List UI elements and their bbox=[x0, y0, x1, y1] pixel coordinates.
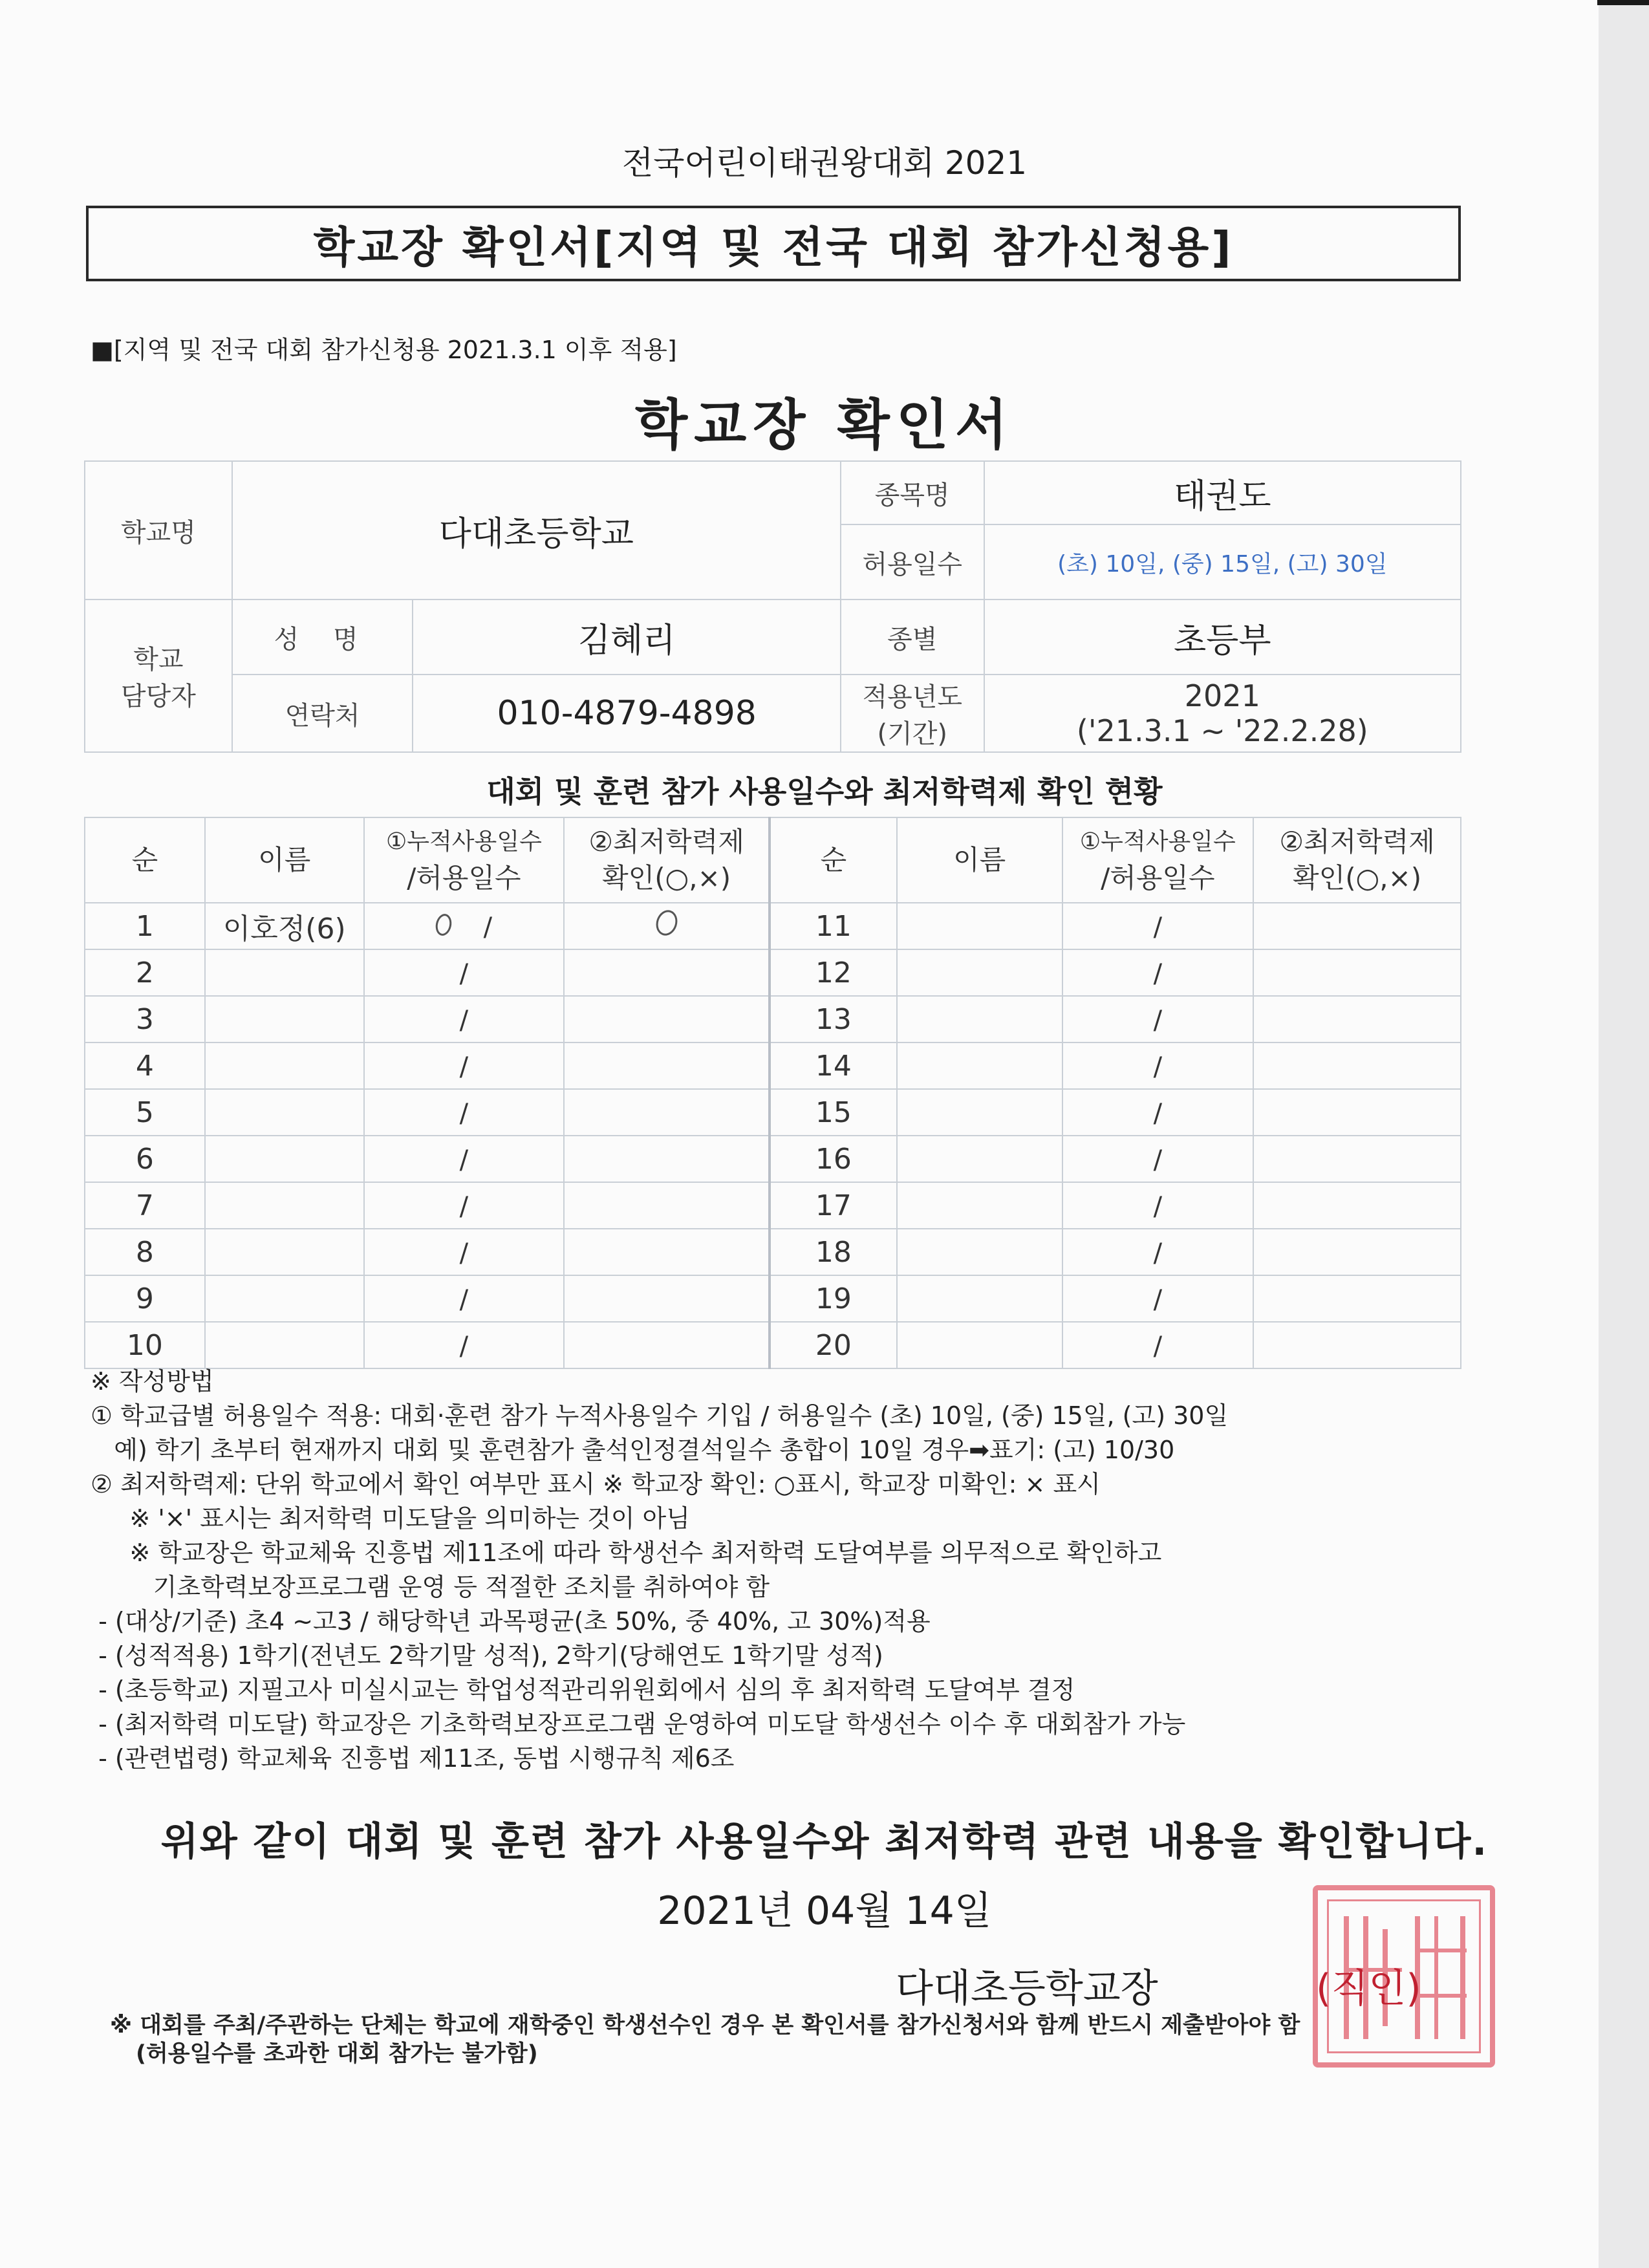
row-days bbox=[364, 1275, 565, 1322]
row-days-right bbox=[1062, 1136, 1254, 1182]
slash-separator: / bbox=[1153, 958, 1163, 989]
principal-name: 다대초등학교장 bbox=[896, 1966, 1158, 2011]
slash-separator: / bbox=[1153, 1052, 1163, 1082]
row-no-right: 13 bbox=[770, 996, 897, 1042]
table-row bbox=[85, 996, 1461, 1042]
row-no-right: 20 bbox=[770, 1322, 897, 1368]
doc-header: 학교장 확인서[지역 및 전국 대회 참가신청용] bbox=[86, 206, 1461, 281]
header-check-line1: ②최저학력제 bbox=[588, 826, 744, 858]
table-row bbox=[85, 949, 1461, 996]
header-check-line2: 확인(○,×) bbox=[602, 862, 731, 894]
header-check-right-line2: 확인(○,×) bbox=[1293, 862, 1422, 894]
row-no: 9 bbox=[85, 1275, 205, 1322]
status-title: 대회 및 훈련 참가 사용일수와 최저학력제 확인 현황 bbox=[486, 774, 1163, 809]
row-name-right bbox=[897, 1089, 1062, 1136]
year-value-line1: 2021 bbox=[1184, 678, 1260, 713]
allowed-label: 허용일수 bbox=[841, 524, 984, 599]
table-row bbox=[85, 1136, 1461, 1182]
row-name-right bbox=[897, 1136, 1062, 1182]
row-days bbox=[364, 1182, 565, 1229]
slash-separator: / bbox=[1153, 1284, 1163, 1315]
slash-separator: / bbox=[1153, 1331, 1163, 1361]
row-name bbox=[205, 949, 364, 996]
sport-label: 종목명 bbox=[841, 461, 984, 524]
row-check bbox=[564, 1089, 770, 1136]
year-value-line2: ('21.3.1 ~ '22.2.28) bbox=[1076, 713, 1368, 748]
info-table bbox=[84, 460, 1461, 753]
row-name-right bbox=[897, 949, 1062, 996]
row-no-right: 17 bbox=[770, 1182, 897, 1229]
row-no: 5 bbox=[85, 1089, 205, 1136]
header-check-right-line1: ②최저학력제 bbox=[1279, 826, 1435, 858]
row-check-right bbox=[1253, 1229, 1461, 1275]
row-name-right bbox=[897, 1042, 1062, 1089]
row-days bbox=[364, 1229, 565, 1275]
instruction-line: ② 최저학력제: 단위 학교에서 확인 여부만 표시 ※ 학교장 확인: ○표시, 학교장 미확인: × 표시 bbox=[91, 1470, 1101, 1498]
row-check bbox=[564, 1042, 770, 1089]
row-name bbox=[205, 996, 364, 1042]
row-check-right bbox=[1253, 1322, 1461, 1368]
allowed-value: (초) 10일, (중) 15일, (고) 30일 bbox=[984, 524, 1461, 599]
header-days-line1: ①누적사용일수 bbox=[385, 828, 542, 855]
name-value: 김혜리 bbox=[413, 599, 840, 675]
row-days-right bbox=[1062, 1229, 1254, 1275]
row-name-right bbox=[897, 996, 1062, 1042]
row-days-right bbox=[1062, 1275, 1254, 1322]
row-name-right bbox=[897, 1275, 1062, 1322]
row-no: 4 bbox=[85, 1042, 205, 1089]
table-row bbox=[85, 1089, 1461, 1136]
status-header-row bbox=[85, 817, 1461, 903]
year-label-line1: 적용년도 bbox=[862, 682, 963, 712]
manager-label-line2: 담당자 bbox=[120, 682, 196, 711]
hand-circle-mark bbox=[433, 912, 453, 936]
slash-separator: / bbox=[1153, 1005, 1163, 1035]
header-name-right: 이름 bbox=[897, 817, 1062, 903]
header-check bbox=[564, 817, 770, 903]
instruction-line: - (관련법령) 학교체육 진흥법 제11조, 동법 시행규칙 제6조 bbox=[91, 1744, 735, 1773]
division-value: 초등부 bbox=[984, 599, 1461, 675]
row-no: 2 bbox=[85, 949, 205, 996]
status-table bbox=[84, 817, 1461, 1369]
row-no-right: 16 bbox=[770, 1136, 897, 1182]
row-name bbox=[205, 1275, 364, 1322]
row-days-right bbox=[1062, 1322, 1254, 1368]
row-name-right bbox=[897, 1322, 1062, 1368]
instruction-line: ※ 학교장은 학교체육 진흥법 제11조에 따라 학생선수 최저학력 도달여부를 의무적으로 확인하고 bbox=[91, 1539, 1162, 1567]
row-check-right bbox=[1253, 996, 1461, 1042]
hand-circle-mark bbox=[652, 907, 680, 938]
instruction-line: ※ 작성방법 bbox=[91, 1367, 214, 1396]
slash-separator: / bbox=[459, 1284, 469, 1315]
row-check bbox=[564, 1229, 770, 1275]
manager-label bbox=[85, 599, 232, 752]
row-check bbox=[564, 949, 770, 996]
slash-separator: / bbox=[1153, 1238, 1163, 1268]
slash-separator: / bbox=[459, 1191, 469, 1222]
row-check-right bbox=[1253, 1182, 1461, 1229]
sign-date: 2021년 04월 14일 bbox=[657, 1888, 992, 1934]
year-label bbox=[841, 675, 984, 752]
row-name bbox=[205, 1136, 364, 1182]
table-row bbox=[85, 1042, 1461, 1089]
row-days bbox=[364, 903, 565, 949]
row-no-right: 11 bbox=[770, 903, 897, 949]
instruction-line: 예) 학기 초부터 현재까지 대회 및 훈련참가 출석인정결석일수 총합이 10일 경우➡표기: (고) 10/30 bbox=[91, 1436, 1175, 1464]
row-name bbox=[205, 1089, 364, 1136]
row-no-right: 18 bbox=[770, 1229, 897, 1275]
header-no: 순 bbox=[85, 817, 205, 903]
header-days bbox=[364, 817, 565, 903]
row-name bbox=[205, 1229, 364, 1275]
header-days-right bbox=[1062, 817, 1254, 903]
slash-separator: / bbox=[459, 1005, 469, 1035]
instruction-line: - (대상/기준) 초4 ~고3 / 해당학년 과목평균(초 50%, 중 40%, 고 30%)적용 bbox=[91, 1607, 931, 1636]
contact-label: 연락처 bbox=[232, 675, 413, 752]
row-no: 6 bbox=[85, 1136, 205, 1182]
confirm-statement: 위와 같이 대회 및 훈련 참가 사용일수와 최저학력 관련 내용을 확인합니다. bbox=[160, 1819, 1489, 1864]
contact-value: 010-4879-4898 bbox=[413, 675, 840, 752]
row-name bbox=[205, 1042, 364, 1089]
row-days-right bbox=[1062, 903, 1254, 949]
footer-note-line2: (허용일수를 초과한 대회 참가는 불가함) bbox=[136, 2041, 538, 2067]
row-name bbox=[205, 1322, 364, 1368]
writing-instructions bbox=[91, 1365, 1552, 1776]
slash-separator: / bbox=[459, 1052, 469, 1082]
row-name-right bbox=[897, 1182, 1062, 1229]
row-check bbox=[564, 1322, 770, 1368]
slash-separator: / bbox=[1153, 1145, 1163, 1175]
table-row bbox=[85, 1322, 1461, 1368]
row-no-right: 12 bbox=[770, 949, 897, 996]
slash-separator: / bbox=[459, 1238, 469, 1268]
row-check bbox=[564, 1182, 770, 1229]
header-name: 이름 bbox=[205, 817, 364, 903]
row-check-right bbox=[1253, 949, 1461, 996]
table-row bbox=[85, 903, 1461, 949]
row-days-right bbox=[1062, 996, 1254, 1042]
instruction-line: 기초학력보장프로그램 운영 등 적절한 조치를 취하여야 함 bbox=[91, 1573, 770, 1601]
row-name: 이호정(6) bbox=[205, 903, 364, 949]
row-no-right: 19 bbox=[770, 1275, 897, 1322]
row-check-right bbox=[1253, 1042, 1461, 1089]
main-title: 학교장 확인서 bbox=[634, 393, 1015, 457]
row-name-right bbox=[897, 903, 1062, 949]
row-days bbox=[364, 1089, 565, 1136]
division-label: 종별 bbox=[841, 599, 984, 675]
footer-note-line1: ※ 대회를 주최/주관하는 단체는 학교에 재학중인 학생선수인 경우 본 확인서를 참가신청서와 함께 반드시 제출받아야 함 bbox=[110, 2013, 1300, 2038]
row-no: 3 bbox=[85, 996, 205, 1042]
sport-value: 태권도 bbox=[984, 461, 1461, 524]
slash-separator: / bbox=[1153, 1098, 1163, 1129]
row-days-right bbox=[1062, 949, 1254, 996]
row-name bbox=[205, 1182, 364, 1229]
row-name-right bbox=[897, 1229, 1062, 1275]
name-label: 성 명 bbox=[232, 599, 413, 675]
seal-label: (직인) bbox=[1316, 1966, 1421, 2011]
instruction-line: - (성적적용) 1학기(전년도 2학기말 성적), 2학기(당해연도 1학기말 성적) bbox=[91, 1641, 883, 1670]
row-check bbox=[564, 1275, 770, 1322]
row-check bbox=[564, 996, 770, 1042]
header-days-right-line2: /허용일수 bbox=[1101, 862, 1215, 894]
year-value bbox=[984, 675, 1461, 752]
instruction-line: - (초등학교) 지필고사 미실시교는 학업성적관리위원회에서 심의 후 최저학력 도달여부 결정 bbox=[91, 1676, 1075, 1704]
row-days bbox=[364, 1136, 565, 1182]
header-check-right bbox=[1253, 817, 1461, 903]
slash-separator: / bbox=[1153, 1191, 1163, 1222]
row-check-right bbox=[1253, 1275, 1461, 1322]
footer-note bbox=[110, 2011, 1533, 2068]
row-check bbox=[564, 903, 770, 949]
slash-separator: / bbox=[459, 1098, 469, 1129]
row-no: 1 bbox=[85, 903, 205, 949]
table-row bbox=[85, 1229, 1461, 1275]
event-title: 전국어린이태권왕대회 2021 bbox=[621, 144, 1028, 182]
row-no: 7 bbox=[85, 1182, 205, 1229]
year-label-line2: (기간) bbox=[877, 719, 947, 749]
row-days bbox=[364, 1322, 565, 1368]
instruction-line: ① 학교급별 허용일수 적용: 대회·훈련 참가 누적사용일수 기입 / 허용일수 (초) 10일, (중) 15일, (고) 30일 bbox=[91, 1401, 1229, 1430]
row-days-right bbox=[1062, 1042, 1254, 1089]
slash-separator: / bbox=[459, 1331, 469, 1361]
instruction-line: ※ '×' 표시는 최저학력 미도달을 의미하는 것이 아님 bbox=[91, 1504, 690, 1533]
instruction-line: - (최저학력 미도달) 학교장은 기초학력보장프로그램 운영하여 미도달 학생선수 이수 후 대회참가 가능 bbox=[91, 1710, 1186, 1738]
row-days-right bbox=[1062, 1089, 1254, 1136]
row-check bbox=[564, 1136, 770, 1182]
row-no: 10 bbox=[85, 1322, 205, 1368]
header-days-line2: /허용일수 bbox=[407, 862, 521, 894]
school-value: 다대초등학교 bbox=[232, 461, 841, 599]
row-days bbox=[364, 949, 565, 996]
scan-edge-mark bbox=[1597, 0, 1649, 5]
row-check-right bbox=[1253, 903, 1461, 949]
row-check-right bbox=[1253, 1136, 1461, 1182]
header-days-right-line1: ①누적사용일수 bbox=[1079, 828, 1236, 855]
school-label: 학교명 bbox=[85, 461, 232, 599]
slash-separator: / bbox=[1153, 912, 1163, 942]
slash-separator: / bbox=[459, 1145, 469, 1175]
row-no: 8 bbox=[85, 1229, 205, 1275]
row-days-right bbox=[1062, 1182, 1254, 1229]
row-days bbox=[364, 1042, 565, 1089]
slash-separator: / bbox=[483, 912, 493, 942]
header-no-right: 순 bbox=[770, 817, 897, 903]
row-check-right bbox=[1253, 1089, 1461, 1136]
row-no-right: 14 bbox=[770, 1042, 897, 1089]
table-row bbox=[85, 1182, 1461, 1229]
table-row bbox=[85, 1275, 1461, 1322]
apply-note: ■[지역 및 전국 대회 참가신청용 2021.3.1 이후 적용] bbox=[91, 336, 677, 364]
row-days bbox=[364, 996, 565, 1042]
slash-separator: / bbox=[459, 958, 469, 989]
row-no-right: 15 bbox=[770, 1089, 897, 1136]
manager-label-line1: 학교 bbox=[133, 645, 184, 675]
